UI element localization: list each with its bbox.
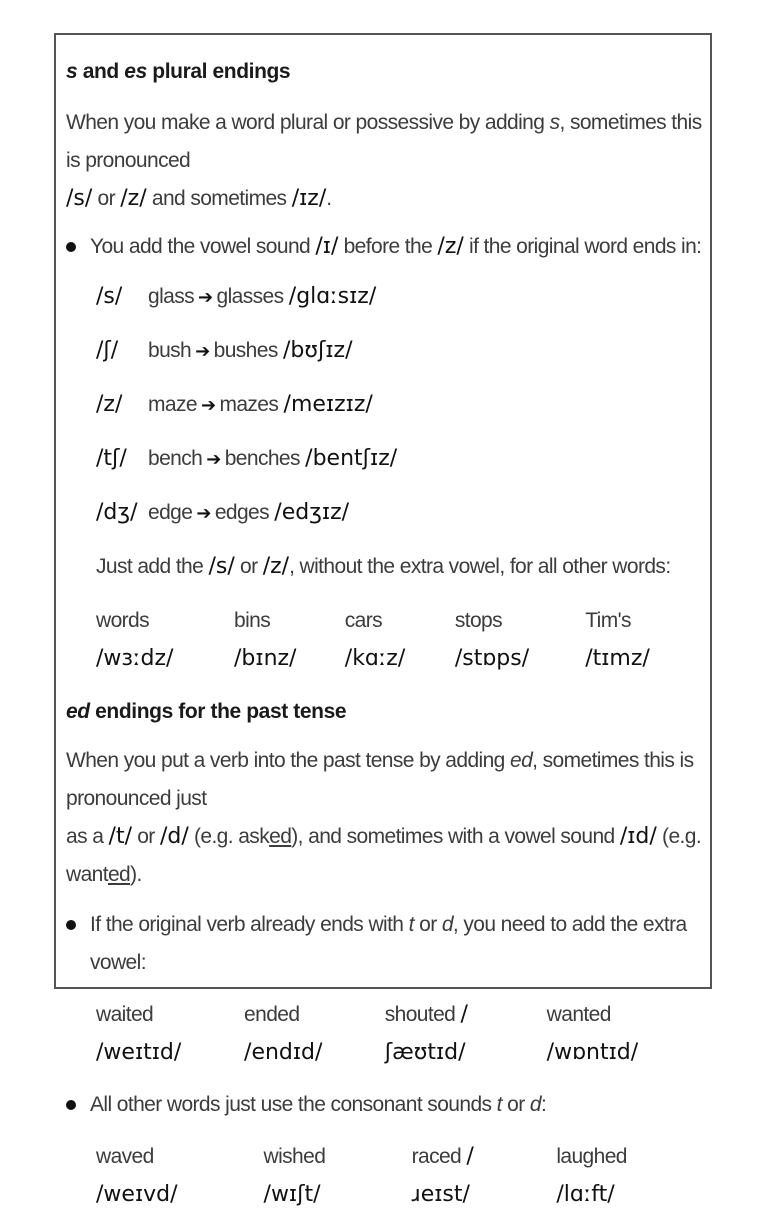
bullet-text-2: :	[540, 1093, 547, 1116]
plural-ipa: /edʒɪz/	[274, 500, 350, 525]
plural-word: glasses	[216, 285, 284, 308]
heading-rest: endings for the past tense	[89, 700, 347, 723]
example-ipa: /wɒntɪd/	[546, 1040, 639, 1065]
example-word: waved	[96, 1145, 154, 1168]
and-sometimes: and sometimes	[146, 187, 292, 210]
heading-s: s	[66, 60, 78, 83]
plural-examples	[96, 602, 706, 678]
example-word: bins	[234, 609, 271, 632]
plural-ipa: /bʊʃɪz/	[283, 338, 353, 363]
singular-word: bench	[148, 447, 203, 470]
intro-ed: ed	[509, 749, 533, 772]
sound-row	[96, 494, 706, 548]
example-item	[455, 602, 563, 678]
extra-vowel-examples	[66, 996, 706, 1072]
heading-rest: plural endings	[146, 60, 291, 83]
example-item	[244, 996, 363, 1072]
example-item	[547, 996, 684, 1072]
letter-d: d	[529, 1093, 541, 1116]
sound-row	[96, 440, 706, 494]
consonant-examples	[66, 1138, 706, 1214]
sound-symbol: /s/	[96, 284, 123, 309]
sound-symbol: /dʒ/	[96, 500, 138, 525]
arrow-right-icon: ➔	[206, 449, 221, 469]
eg-text-2: ), and sometimes with a vowel sound	[291, 825, 620, 848]
example-ipa: /weɪvd/	[96, 1182, 178, 1207]
plural-ipa: /glɑːsɪz/	[288, 284, 377, 309]
plural-ipa: /bentʃɪz/	[305, 446, 398, 471]
arrow-right-icon: ➔	[196, 503, 211, 523]
heading-ed: ed	[66, 700, 90, 723]
intro-text-2: , sometimes this is pronounced	[66, 111, 702, 172]
example-item	[412, 1138, 527, 1214]
example-word: shouted	[384, 1003, 456, 1026]
example-word: wished	[263, 1145, 326, 1168]
bullet-text-2: before the	[338, 235, 438, 258]
example-ipa: /ɹeɪst/	[411, 1144, 474, 1207]
ipa-iz: /ɪz/	[291, 186, 327, 211]
ipa-s: /s/	[66, 186, 93, 211]
bullet-text-3: if the original word ends in:	[463, 235, 702, 258]
example-ipa: /wɪʃt/	[263, 1182, 321, 1207]
letter-t: t	[408, 913, 414, 936]
example-ipa: /kɑːz/	[344, 646, 406, 671]
bullet-extra-vowel	[66, 906, 706, 982]
just-add-text	[96, 548, 706, 586]
example-ipa: /weɪtɪd/	[96, 1040, 182, 1065]
plural-word: benches	[224, 447, 300, 470]
example-item	[234, 602, 323, 678]
or-text: or	[131, 825, 160, 848]
intro-text: When you make a word plural or possessive by adding	[66, 111, 550, 134]
plural-intro	[66, 104, 706, 218]
example-item	[96, 1138, 234, 1214]
bullet-icon	[66, 242, 76, 252]
just-text: Just add the	[96, 555, 209, 578]
arrow-right-icon: ➔	[195, 341, 210, 361]
ipa-z: /z/	[437, 234, 464, 259]
ipa-s: /s/	[208, 554, 235, 579]
bullet-text: You add the vowel sound	[90, 235, 316, 258]
bullet-icon	[66, 920, 76, 930]
example-item	[556, 1138, 684, 1214]
example-word: stops	[454, 609, 503, 632]
bullet-text: If the original verb already ends with	[90, 913, 409, 936]
bullet-text-2: , you need to add the extra vowel:	[90, 913, 687, 974]
sound-symbol: /ʃ/	[96, 338, 119, 363]
example-word: ended	[244, 1003, 300, 1026]
example-ipa: /tɪmz/	[585, 646, 650, 671]
singular-word: glass	[148, 285, 195, 308]
sound-symbol: /z/	[96, 392, 123, 417]
eg-text-4: ).	[130, 863, 142, 886]
heading-es: es	[124, 60, 147, 83]
or-text: or	[501, 1093, 530, 1116]
past-intro	[66, 742, 706, 894]
example-ipa: /endɪd/	[244, 1040, 323, 1065]
intro-text-2: , sometimes this is pronounced just	[66, 749, 694, 810]
example-item	[345, 602, 433, 678]
ipa-i: /ɪ/	[315, 234, 339, 259]
or-text: or	[92, 187, 121, 210]
singular-word: bush	[148, 339, 192, 362]
ipa-z: /z/	[262, 554, 290, 579]
sound-symbol: /tʃ/	[96, 446, 127, 471]
example-item	[96, 602, 212, 678]
section-heading-past-tense	[66, 698, 706, 726]
eg-underline: ed	[269, 825, 292, 848]
ipa-z: /z/	[120, 186, 147, 211]
bullet-vowel-rule	[66, 228, 706, 266]
sound-row	[96, 278, 706, 332]
heading-and: and	[77, 60, 125, 83]
sound-row	[96, 332, 706, 386]
or-text: or	[234, 555, 263, 578]
ipa-id: /ɪd/	[619, 824, 657, 849]
plural-word: mazes	[219, 393, 279, 416]
example-word: Tim's	[585, 609, 631, 632]
eg-text-3: (e.g. want	[66, 825, 702, 886]
plural-ipa: /meɪzɪz/	[283, 392, 373, 417]
example-word: cars	[344, 609, 383, 632]
bullet-consonant	[66, 1086, 706, 1124]
intro-s: s	[549, 111, 560, 134]
example-item	[385, 996, 525, 1072]
document-body	[66, 52, 706, 1214]
period: .	[326, 187, 332, 210]
example-ipa: /wɜːdz/	[96, 646, 174, 671]
bullet-text: All other words just use the consonant sounds	[90, 1093, 497, 1116]
just-text-2: , without the extra vowel, for all other words:	[289, 555, 671, 578]
eg-underline-2: ed	[107, 863, 131, 886]
example-item	[264, 1138, 382, 1214]
or-text: or	[413, 913, 442, 936]
singular-word: maze	[148, 393, 197, 416]
letter-d: d	[441, 913, 453, 936]
sound-list	[66, 278, 706, 678]
arrow-right-icon: ➔	[198, 287, 213, 307]
as-a-text: as a	[66, 825, 109, 848]
singular-word: edge	[148, 501, 193, 524]
ipa-d: /d/	[159, 824, 189, 849]
example-word: waited	[96, 1003, 154, 1026]
example-ipa: /bɪnz/	[234, 646, 297, 671]
sound-row	[96, 386, 706, 440]
letter-t: t	[496, 1093, 502, 1116]
example-ipa: /stɒps/	[454, 646, 530, 671]
arrow-right-icon: ➔	[200, 395, 216, 415]
plural-word: bushes	[213, 339, 278, 362]
example-ipa: /lɑːft/	[556, 1182, 615, 1207]
example-word: wanted	[546, 1003, 611, 1026]
section-heading-plural	[66, 58, 706, 86]
example-item	[585, 602, 684, 678]
example-item	[96, 996, 222, 1072]
eg-text: (e.g. ask	[188, 825, 270, 848]
example-word: words	[96, 609, 150, 632]
plural-word: edges	[214, 501, 270, 524]
ipa-t: /t/	[108, 824, 132, 849]
example-word: laughed	[556, 1145, 627, 1168]
example-word: raced	[411, 1145, 462, 1168]
bullet-icon	[66, 1100, 76, 1110]
intro-text: When you put a verb into the past tense by adding	[66, 749, 510, 772]
example-ipa: /ʃæʊtɪd/	[384, 1002, 468, 1065]
